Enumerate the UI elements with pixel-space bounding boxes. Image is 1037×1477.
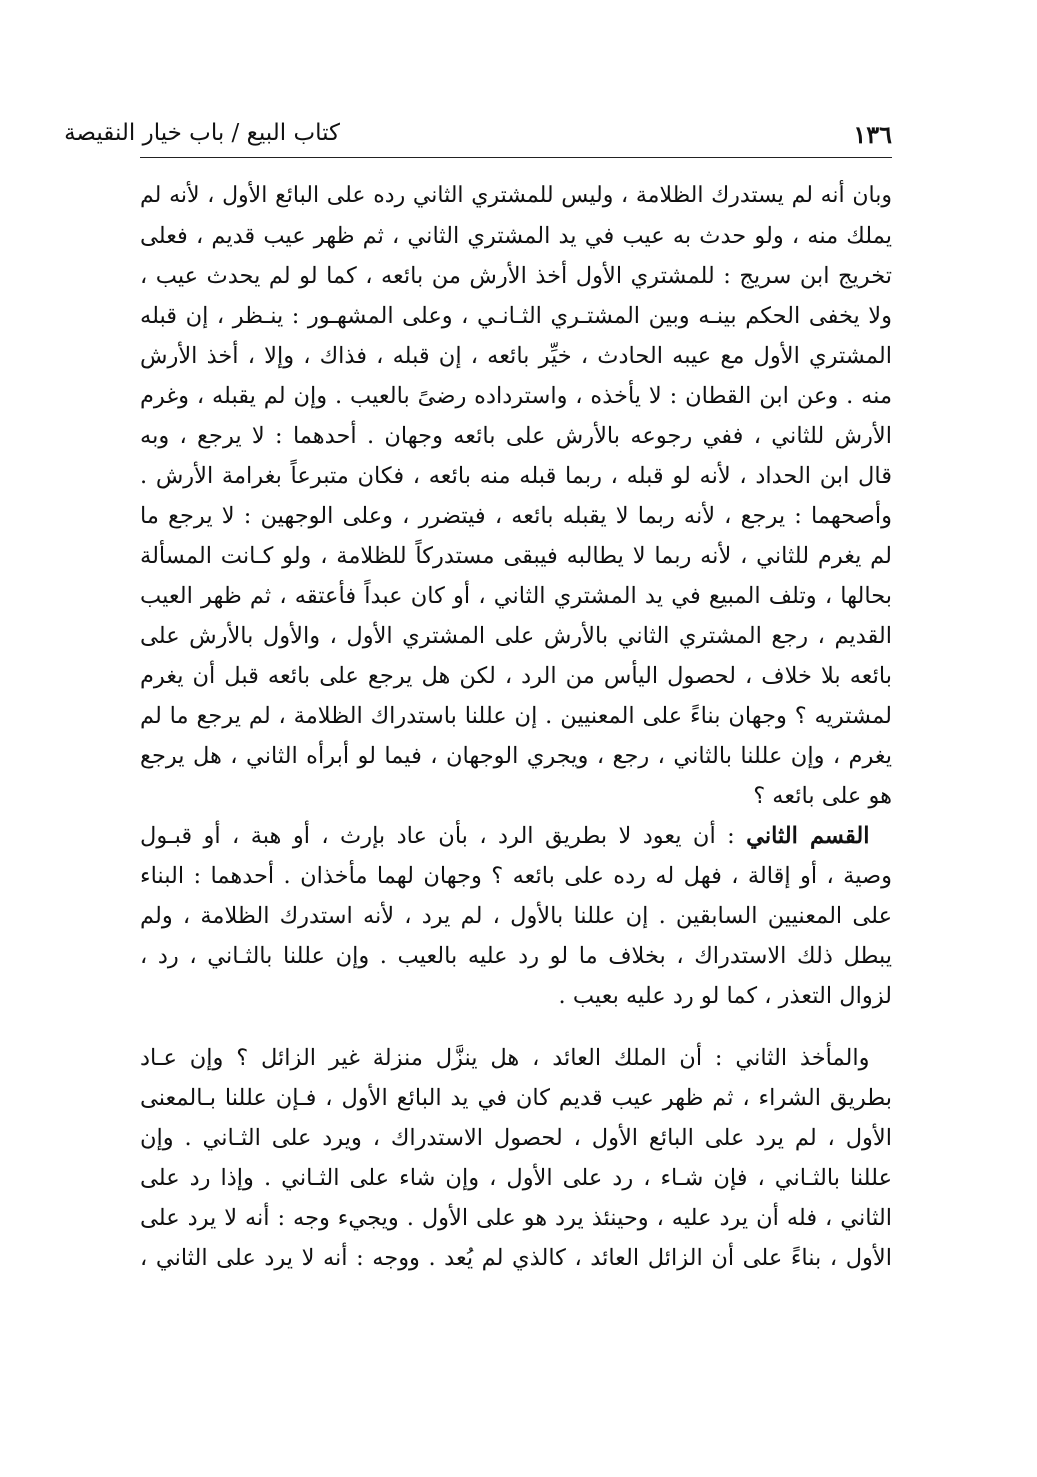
chapter-title: كتاب البيع / باب خيار النقيصة xyxy=(64,120,340,146)
text-line: يغرم ، وإن عللنا بالثاني ، رجع ، ويجري الوجهان ، فيما لو أبرأه الثاني ، هل يرجع xyxy=(140,743,892,769)
paragraph-1 xyxy=(140,176,892,816)
text-line: يملك منه ، ولو حدث به عيب في يد المشتري الثاني ، ثم ظهر عيب قديم ، فعلى xyxy=(140,223,892,249)
text-line-continuation: : أن يعود لا بطريق الرد ، بأن عاد بإرث ، أو هبة ، أو قبـول xyxy=(140,823,747,849)
text-line: هو على بائعه ؟ xyxy=(753,783,892,809)
text-line: بائعه بلا خلاف ، لحصول اليأس من الرد ، لكن هل يرجع على بائعه قبل أن يغرم xyxy=(140,663,892,689)
text-line: لم يغرم للثاني ، لأنه ربما لا يطالبه فيبقى مستدركاً للظلامة ، ولو كـانت المسألة xyxy=(140,543,892,569)
text-line: لزوال التعذر ، كما لو رد عليه بعيب . xyxy=(558,983,892,1009)
text-line: وبان أنه لم يستدرك الظلامة ، وليس للمشتري الثاني رده على البائع الأول ، لأنه لم xyxy=(140,183,892,208)
page-number: ١٣٦ xyxy=(853,120,892,149)
paragraph-spacer xyxy=(140,1016,892,1038)
text-line xyxy=(140,816,892,856)
text-line: الأول ، بناءً على أن الزائل العائد ، كالذي لم يُعد . ووجه : أنه لا يرد على الثاني ، xyxy=(140,1245,892,1271)
text-line: الأول ، لم يرد على البائع الأول ، لحصول الاستدراك ، ويرد على الثـاني . وإن xyxy=(140,1125,892,1151)
text-line: الثاني ، فله أن يرد عليه ، وحينئذ يرد هو على الأول . ويجيء وجه : أنه لا يرد على xyxy=(140,1205,892,1231)
text-line: يبطل ذلك الاستدراك ، بخلاف ما لو رد عليه بالعيب . وإن عللنا بالثـاني ، رد ، xyxy=(140,943,892,969)
text-line: وأصحهما : يرجع ، لأنه ربما لا يقبله بائعه ، فيتضرر ، وعلى الوجهين : لا يرجع ما xyxy=(140,503,892,529)
text-line: القديم ، رجع المشتري الثاني بالأرش على المشتري الأول ، والأول بالأرش على xyxy=(140,623,892,649)
text-line: عللنا بالثـاني ، فإن شـاء ، رد على الأول ، وإن شاء على الثـاني . وإذا رد على xyxy=(140,1165,892,1191)
text-line: منه . وعن ابن القطان : لا يأخذه ، واسترداده رضىً بالعيب . وإن لم يقبله ، وغرم xyxy=(140,383,892,409)
text-line: وصية ، أو إقالة ، فهل له رده على بائعه ؟ وجهان لهما مأخذان . أحدهما : البناء xyxy=(140,863,892,889)
text-line: الأرش للثاني ، ففي رجوعه بالأرش على بائعه وجهان . أحدهما : لا يرجع ، وبه xyxy=(140,423,892,449)
body-text xyxy=(140,176,892,1278)
text-line: تخريج ابن سريج : للمشتري الأول أخذ الأرش من بائعه ، كما لو لم يحدث عيب ، xyxy=(140,263,892,289)
text-line: على المعنيين السابقين . إن عللنا بالأول ، لم يرد ، لأنه استدرك الظلامة ، ولم xyxy=(140,903,892,929)
text-line-content: والمأخذ الثاني : أن الملك العائد ، هل ينزَّل منزلة غير الزائل ؟ وإن عـاد xyxy=(140,1045,870,1071)
text-line: المشتري الأول مع عيبه الحادث ، خيِّر بائعه ، إن قبله ، فذاك ، وإلا ، أخذ الأرش xyxy=(140,343,892,369)
header-divider xyxy=(140,157,892,158)
text-line: ولا يخفى الحكم بينـه وبين المشتـري الثـانـي ، وعلى المشهـور : ينـظر ، إن قبله xyxy=(140,303,892,329)
section-heading: القسم الثاني xyxy=(746,823,870,849)
text-line xyxy=(140,1038,892,1078)
text-line: بحالها ، وتلف المبيع في يد المشتري الثاني ، أو كان عبداً فأعتقه ، ثم ظهر العيب xyxy=(140,583,892,609)
running-header xyxy=(64,118,892,158)
text-line: قال ابن الحداد ، لأنه لو قبله ، ربما قبله منه بائعه ، فكان متبرعاً بغرامة الأرش . xyxy=(140,463,892,489)
text-line: بطريق الشراء ، ثم ظهر عيب قديم كان في يد البائع الأول ، فـإن عللنا بـالمعنى xyxy=(140,1085,892,1111)
text-line: لمشتريه ؟ وجهان بناءً على المعنيين . إن عللنا باستدراك الظلامة ، لم يرجع ما لم xyxy=(140,703,892,729)
paragraph-2 xyxy=(140,816,892,1016)
paragraph-3 xyxy=(140,1038,892,1278)
